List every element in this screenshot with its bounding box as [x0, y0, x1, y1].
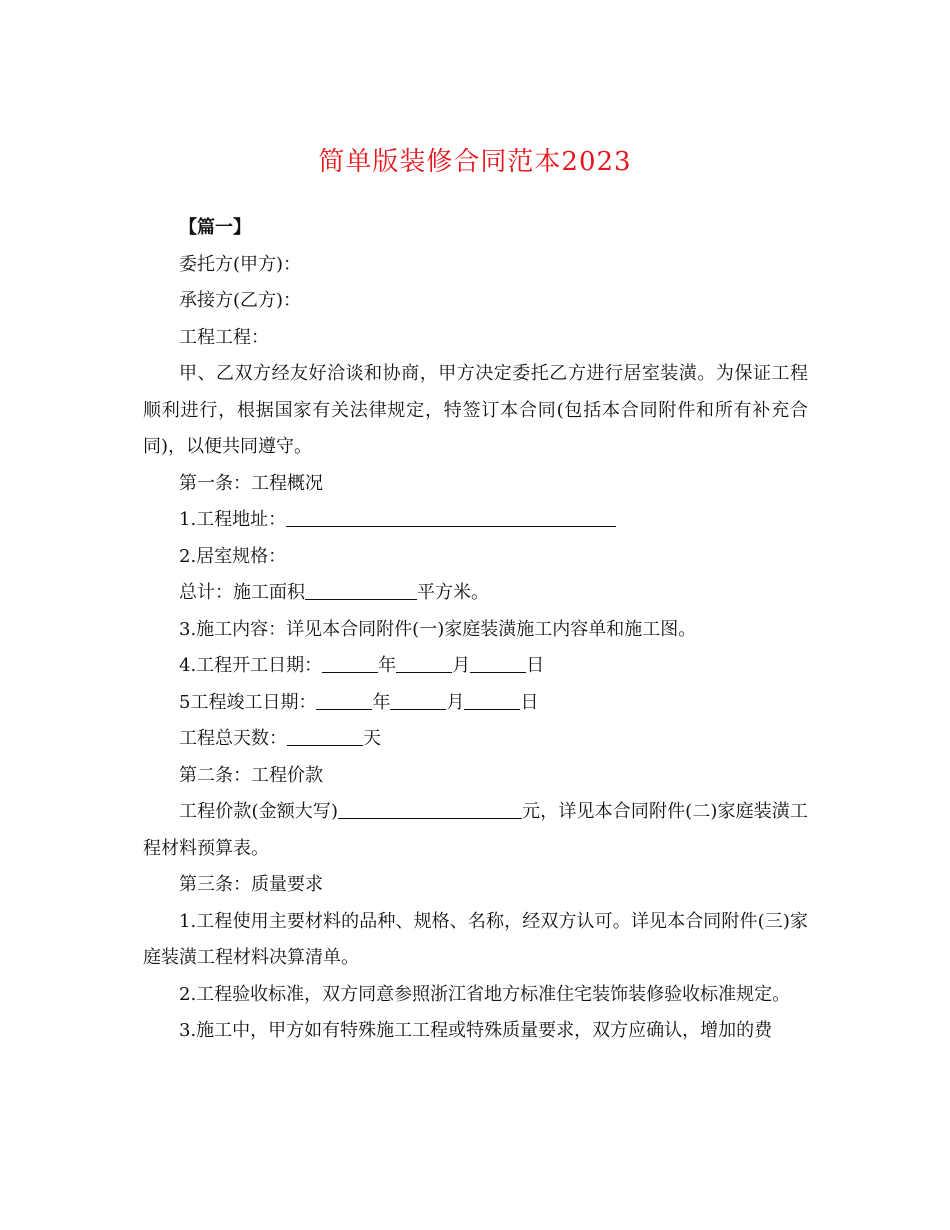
- start-year-unit: 年: [378, 655, 397, 676]
- start-day-unit: 日: [526, 655, 545, 676]
- quality-item-2: 2.工程验收标准，双方同意参照浙江省地方标准住宅装饰装修验收标准规定。: [179, 983, 791, 1005]
- contractor-line: 承接方(乙方)：: [179, 290, 302, 311]
- address-blank[interactable]: [286, 508, 616, 527]
- start-month-blank[interactable]: [396, 654, 452, 673]
- total-days-blank[interactable]: [287, 727, 363, 746]
- article2-title: 第二条：工程价款: [179, 764, 323, 786]
- quality-item-3: 3.施工中，甲方如有特殊施工工程或特殊质量要求，双方应确认，增加的费: [179, 1020, 773, 1041]
- total-days-label: 工程总天数：: [179, 728, 287, 749]
- quality-item-1: 1.工程使用主要材料的品种、规格、名称，经双方认可。详见本合同附件(三)家庭装潢工程材料决算清单。: [143, 910, 808, 968]
- project-line: 工程工程：: [179, 326, 269, 348]
- area-blank[interactable]: [305, 581, 417, 600]
- start-month-unit: 月: [452, 655, 471, 676]
- end-day-unit: 日: [520, 691, 539, 713]
- end-day-blank[interactable]: [464, 691, 520, 710]
- end-date-label: 5工程竣工日期：: [179, 691, 317, 713]
- end-month-blank[interactable]: [390, 691, 446, 710]
- end-date-line: [143, 685, 808, 722]
- address-line: [143, 502, 808, 539]
- start-day-blank[interactable]: [470, 654, 526, 673]
- total-area-line: [143, 575, 808, 612]
- start-year-blank[interactable]: [322, 654, 378, 673]
- total-days-line: [143, 721, 808, 758]
- end-year-blank[interactable]: [316, 691, 372, 710]
- price-prefix: 工程价款(金额大写): [179, 801, 339, 822]
- section-tag: 【篇一】: [179, 217, 251, 238]
- start-date-label: 4.工程开工日期：: [179, 655, 323, 676]
- document-title: 简单版装修合同范本2023: [318, 147, 632, 177]
- price-suffix: 元，详见本合同附件(二)家庭装潢工程材料预算表。: [143, 801, 809, 859]
- document-body: [143, 210, 808, 1050]
- price-paragraph: [143, 794, 808, 867]
- start-date-line: [143, 648, 808, 685]
- price-blank[interactable]: [338, 800, 522, 819]
- article3-title: 第三条：质量要求: [179, 874, 323, 895]
- total-area-prefix: 总计：施工面积: [179, 582, 305, 603]
- client-line: 委托方(甲方)：: [179, 253, 302, 275]
- total-area-suffix: 平方米。: [417, 582, 489, 603]
- days-unit: 天: [363, 728, 381, 749]
- address-label: 1.工程地址：: [179, 509, 287, 530]
- spec-line: 2.居室规格：: [179, 545, 287, 567]
- article1-title: 第一条：工程概况: [179, 472, 323, 494]
- content-line: 3.施工内容：详见本合同附件(一)家庭装潢施工内容单和施工图。: [179, 618, 697, 640]
- end-year-unit: 年: [372, 691, 391, 713]
- intro-paragraph: 甲、乙双方经友好洽谈和协商，甲方决定委托乙方进行居室装潢。为保证工程顺利进行，根据国家有关法律规定，特签订本合同(包括本合同附件和所有补充合同)，以便共同遵守。: [143, 363, 808, 457]
- end-month-unit: 月: [446, 691, 465, 713]
